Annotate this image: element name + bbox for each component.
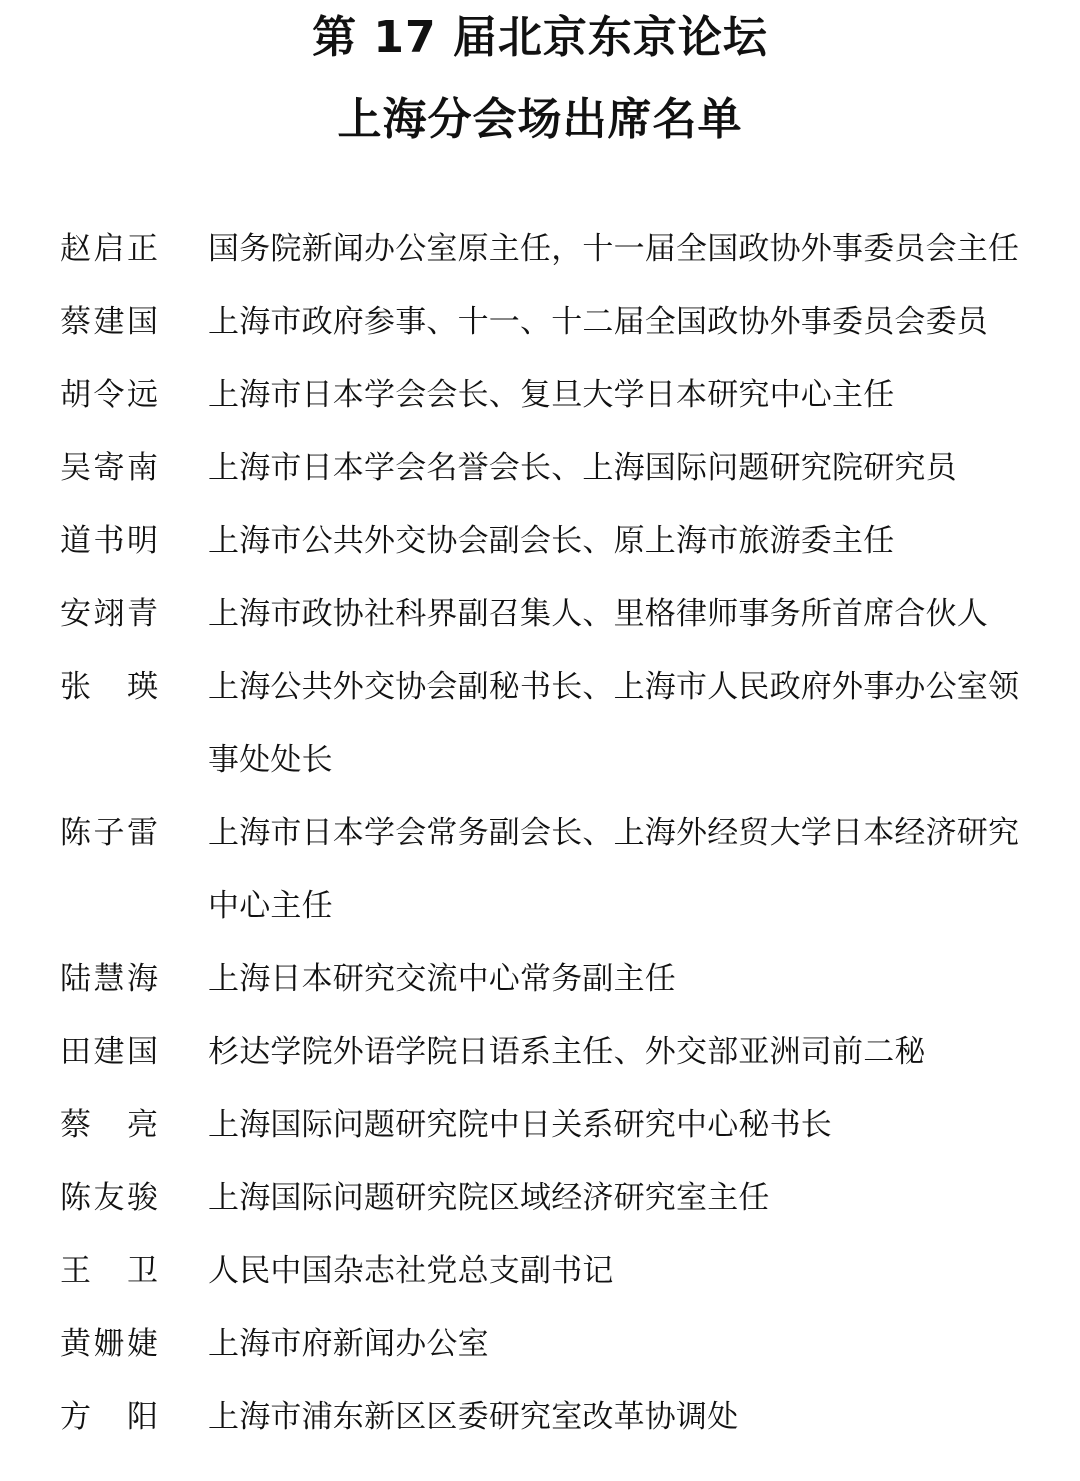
attendee-name: 陆慧海	[60, 961, 158, 997]
attendee-title: 国务院新闻办公室原主任，十一届全国政协外事委员会主任	[208, 231, 1020, 267]
attendee-name: 陈友骏	[60, 1180, 158, 1216]
attendee-title: 上海国际问题研究院中日关系研究中心秘书长	[208, 1107, 832, 1143]
attendee-name: 吴寄南	[60, 450, 158, 486]
attendee-title: 上海市日本学会常务副会长、上海外经贸大学日本经济研究中心主任	[208, 815, 1020, 924]
attendee-title: 上海市公共外交协会副会长、原上海市旅游委主任	[208, 523, 895, 559]
title-line-2: 上海分会场出席名单	[337, 94, 743, 145]
attendee-name: 安翊青	[60, 596, 158, 632]
attendee-name: 陈子雷	[60, 815, 158, 851]
attendee-row	[0, 1162, 1080, 1235]
attendee-title: 上海日本研究交流中心常务副主任	[208, 961, 676, 997]
attendee-name: 道书明	[60, 523, 158, 559]
attendee-title: 人民中国杂志社党总支副书记	[208, 1253, 614, 1289]
attendee-row	[0, 1381, 1080, 1454]
attendee-row	[0, 286, 1080, 359]
attendee-row	[0, 578, 1080, 651]
attendee-row	[0, 1308, 1080, 1381]
attendee-name: 蔡 亮	[60, 1107, 158, 1143]
attendee-title: 上海公共外交协会副秘书长、上海市人民政府外事办公室领事处处长	[208, 669, 1020, 778]
attendee-row	[0, 1016, 1080, 1089]
attendee-title: 上海市政府参事、十一、十二届全国政协外事委员会委员	[208, 304, 988, 340]
document-title	[0, 8, 1080, 150]
attendee-title: 上海国际问题研究院区域经济研究室主任	[208, 1180, 770, 1216]
attendee-name: 张 瑛	[60, 669, 158, 705]
attendee-row	[0, 1235, 1080, 1308]
attendee-name: 胡令远	[60, 377, 158, 413]
title-line-1: 第 17 届北京东京论坛	[312, 12, 768, 63]
attendee-row	[0, 943, 1080, 1016]
attendee-name: 蔡建国	[60, 304, 158, 340]
attendee-row	[0, 797, 1080, 943]
attendee-title: 杉达学院外语学院日语系主任、外交部亚洲司前二秘	[208, 1034, 926, 1070]
attendee-title: 上海市日本学会名誉会长、上海国际问题研究院研究员	[208, 450, 957, 486]
attendee-name: 方 阳	[60, 1399, 158, 1435]
attendee-list	[0, 213, 1080, 1454]
attendee-title: 上海市浦东新区区委研究室改革协调处	[208, 1399, 739, 1435]
attendee-row	[0, 359, 1080, 432]
attendee-row	[0, 1089, 1080, 1162]
attendee-row	[0, 505, 1080, 578]
attendee-row	[0, 651, 1080, 797]
attendee-name: 田建国	[60, 1034, 158, 1070]
attendee-title: 上海市日本学会会长、复旦大学日本研究中心主任	[208, 377, 895, 413]
attendee-name: 赵启正	[60, 231, 158, 267]
attendee-row	[0, 432, 1080, 505]
attendee-name: 王 卫	[60, 1253, 158, 1289]
attendee-name: 黄姗婕	[60, 1326, 158, 1362]
attendee-row	[0, 213, 1080, 286]
attendee-title: 上海市政协社科界副召集人、里格律师事务所首席合伙人	[208, 596, 988, 632]
attendee-title: 上海市府新闻办公室	[208, 1326, 489, 1362]
